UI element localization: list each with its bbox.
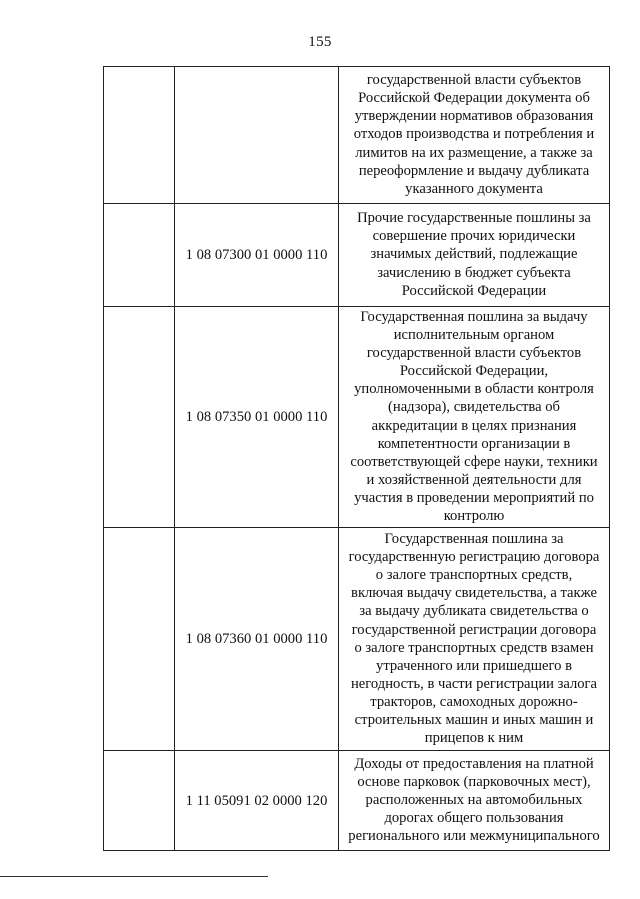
description-line: регионального или межмуниципального <box>348 828 600 845</box>
description-line: государственную регистрацию договора <box>348 549 600 566</box>
page-number: 155 <box>308 34 332 50</box>
blank-cell <box>104 528 175 751</box>
description-line: включая выдачу свидетельства, а также <box>351 585 597 602</box>
table-row <box>104 67 610 204</box>
description-line: за выдачу дубликата свидетельства о <box>359 603 589 620</box>
blank-cell <box>104 307 175 528</box>
code-cell: 1 11 05091 02 0000 120 <box>175 751 339 851</box>
description-line: (надзора), свидетельства об <box>388 399 560 416</box>
code-cell <box>175 67 339 204</box>
description-line: контролю <box>443 508 505 525</box>
description-line: расположенных на автомобильных <box>365 792 583 809</box>
code-cell: 1 08 07300 01 0000 110 <box>175 204 339 307</box>
description-line: утраченного или пришедшего в <box>376 657 572 674</box>
description-line: государственной власти субъектов <box>366 72 582 89</box>
blank-cell <box>104 751 175 851</box>
code-cell: 1 08 07350 01 0000 110 <box>175 307 339 528</box>
description-line: Доходы от предоставления на платной <box>354 755 594 772</box>
code-cell: 1 08 07360 01 0000 110 <box>175 528 339 751</box>
description-cell <box>339 204 610 307</box>
description-line: дорогах общего пользования <box>384 810 564 827</box>
description-line: негодность, в части регистрации залога <box>350 675 598 692</box>
description-line: государственной власти субъектов <box>366 345 582 362</box>
description-line: основе парковок (парковочных мест), <box>357 773 591 790</box>
description-cell <box>339 751 610 851</box>
description-line: переоформление и выдачу дубликата <box>358 162 590 179</box>
description-line: лимитов на их размещение, а также за <box>355 144 593 161</box>
description-line: государственной регистрации договора <box>351 621 597 638</box>
description-line: исполнительным органом <box>393 327 555 344</box>
description-line: отходов производства и потребления и <box>353 126 595 143</box>
table-row <box>104 307 610 528</box>
description-line: Российской Федерации, <box>399 363 549 380</box>
table-row <box>104 204 610 307</box>
description-line: участия в проведении мероприятий по <box>354 489 594 506</box>
blank-cell <box>104 67 175 204</box>
description-line: зачислению в бюджет субъекта <box>377 264 571 281</box>
description-line: о залоге транспортных средств взамен <box>354 639 594 656</box>
description-line: утверждении нормативов образования <box>354 108 594 125</box>
description-line: Прочие государственные пошлины за <box>357 210 591 227</box>
description-line: о залоге транспортных средств, <box>375 567 573 584</box>
revenue-codes-table <box>103 66 610 851</box>
description-line: уполномоченными в области контроля <box>354 381 594 398</box>
description-line: соответствующей сфере науки, техники <box>350 453 598 470</box>
description-line: и хозяйственной деятельности для <box>366 471 582 488</box>
description-line: тракторов, самоходных дорожно- <box>370 693 578 710</box>
description-line: указанного документа <box>405 180 543 197</box>
description-line: аккредитации в целях признания <box>371 417 577 434</box>
description-line: Государственная пошлина за выдачу <box>360 309 588 325</box>
table-row <box>104 751 610 851</box>
description-line: строительных машин и иных машин и <box>354 712 594 728</box>
description-line: Государственная пошлина за <box>384 531 564 548</box>
description-line: прицепов к ним <box>424 730 524 747</box>
description-line: Российской Федерации документа об <box>358 90 590 107</box>
description-cell <box>339 528 610 751</box>
description-line: совершение прочих юридически <box>372 228 576 245</box>
description-line: компетентности организации в <box>377 435 571 452</box>
description-line: значимых действий, подлежащие <box>370 246 578 263</box>
table-row <box>104 528 610 751</box>
footer-rule <box>0 876 268 877</box>
description-cell <box>339 67 610 204</box>
blank-cell <box>104 204 175 307</box>
description-cell <box>339 307 610 528</box>
description-line: Российской Федерации <box>401 282 547 299</box>
